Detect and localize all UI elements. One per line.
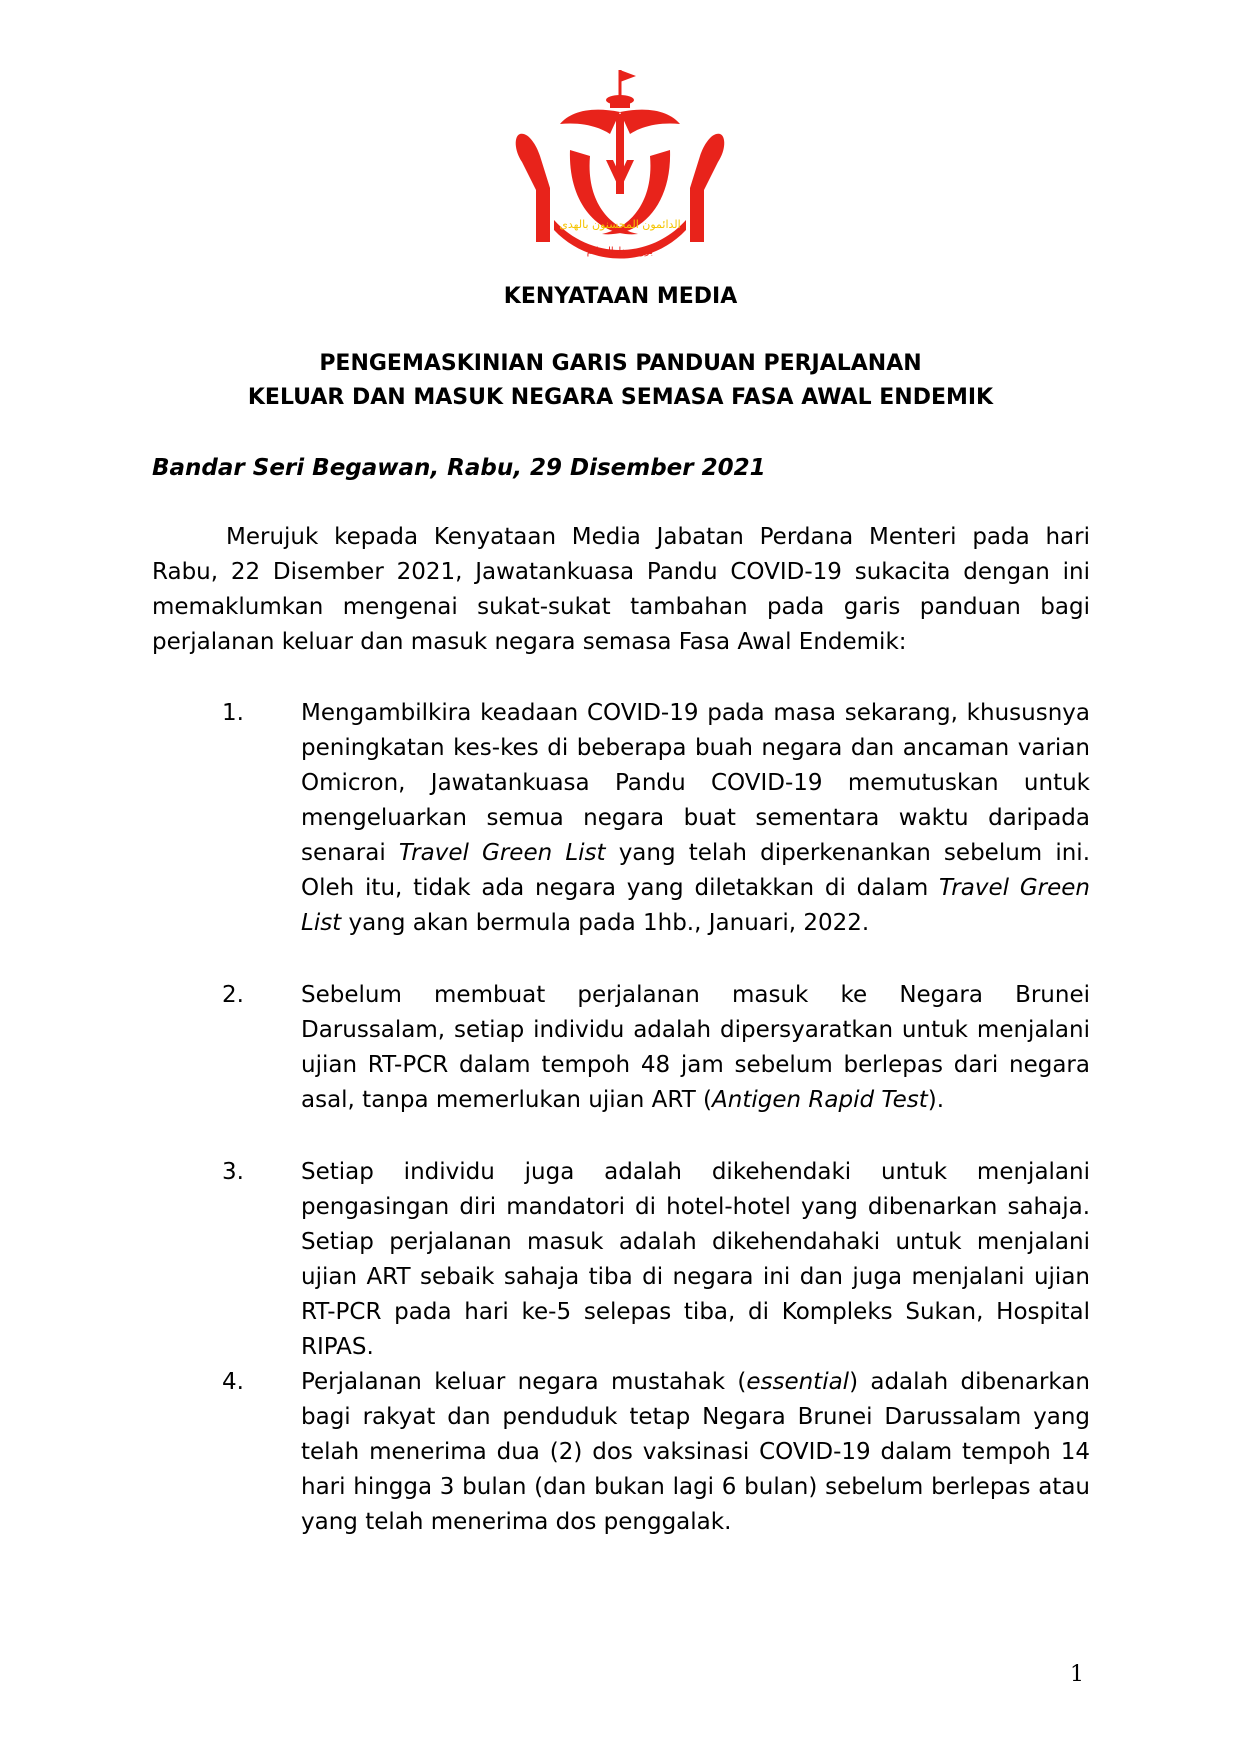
list-item	[222, 1365, 1090, 1540]
crest-motto-line2: بروني دارالسلام	[586, 246, 654, 257]
page-number: 1	[1070, 1662, 1084, 1687]
document-title	[0, 347, 1241, 415]
title-line-2: KELUAR DAN MASUK NEGARA SEMASA FASA AWAL ENDEMIK	[247, 385, 994, 410]
list-item-number: 1.	[222, 700, 244, 726]
brunei-crest-icon	[510, 70, 730, 270]
list-item-number: 2.	[222, 982, 244, 1008]
title-line-1: PENGEMASKINIAN GARIS PANDUAN PERJALANAN	[319, 351, 922, 376]
list-item	[222, 1155, 1090, 1365]
list-item	[222, 696, 1090, 941]
dateline: Bandar Seri Begawan, Rabu, 29 Disember 2021	[152, 455, 766, 481]
list-item-text: Sebelum membuat perjalanan masuk ke Negara Brunei Darussalam, setiap individu adalah dipersyaratkan untuk menjalani ujian RT-PCR dalam tempoh 48 jam sebelum berlepas dari negara asal, tanpa memerlukan ujian ART (Antigen Rapid Test).	[301, 982, 1090, 1113]
list-item	[222, 978, 1090, 1118]
list-item-number: 3.	[222, 1159, 244, 1185]
crest-motto-line1: الدائمون المحسنون بالهدى	[559, 218, 681, 231]
intro-paragraph: Merujuk kepada Kenyataan Media Jabatan Perdana Menteri pada hari Rabu, 22 Disember 2021, Jawatankuasa Pandu COVID-19 sukacita dengan ini memaklumkan mengenai sukat-sukat tambahan pada garis panduan bagi perjalanan keluar dan masuk negara semasa Fasa Awal Endemik:	[152, 524, 1090, 655]
list-item-text: Setiap individu juga adalah dikehendaki untuk menjalani pengasingan diri mandatori di hotel-hotel yang dibenarkan sahaja. Setiap perjalanan masuk adalah dikehendahaki untuk menjalani ujian ART sebaik sahaja tiba di negara ini dan juga menjalani ujian RT-PCR pada hari ke-5 selepas tiba, di Kompleks Sukan, Hospital RIPAS.	[301, 1159, 1090, 1360]
list-item-text: Mengambilkira keadaan COVID-19 pada masa sekarang, khususnya peningkatan kes-kes di beberapa buah negara dan ancaman varian Omicron, Jawatankuasa Pandu COVID-19 memutuskan untuk mengeluarkan semua negara buat sementara waktu daripada senarai Travel Green List yang telah diperkenankan sebelum ini. Oleh itu, tidak ada negara yang diletakkan di dalam Travel Green List yang akan bermula pada 1hb., Januari, 2022.	[301, 700, 1091, 936]
document-type-heading: KENYATAAN MEDIA	[503, 284, 738, 309]
list-item-text: Perjalanan keluar negara mustahak (essential) adalah dibenarkan bagi rakyat dan penduduk tetap Negara Brunei Darussalam yang telah menerima dua (2) dos vaksinasi COVID-19 dalam tempoh 14 hari hingga 3 bulan (dan bukan lagi 6 bulan) sebelum berlepas atau yang telah menerima dos penggalak.	[301, 1369, 1090, 1535]
list-item-number: 4.	[222, 1369, 244, 1395]
